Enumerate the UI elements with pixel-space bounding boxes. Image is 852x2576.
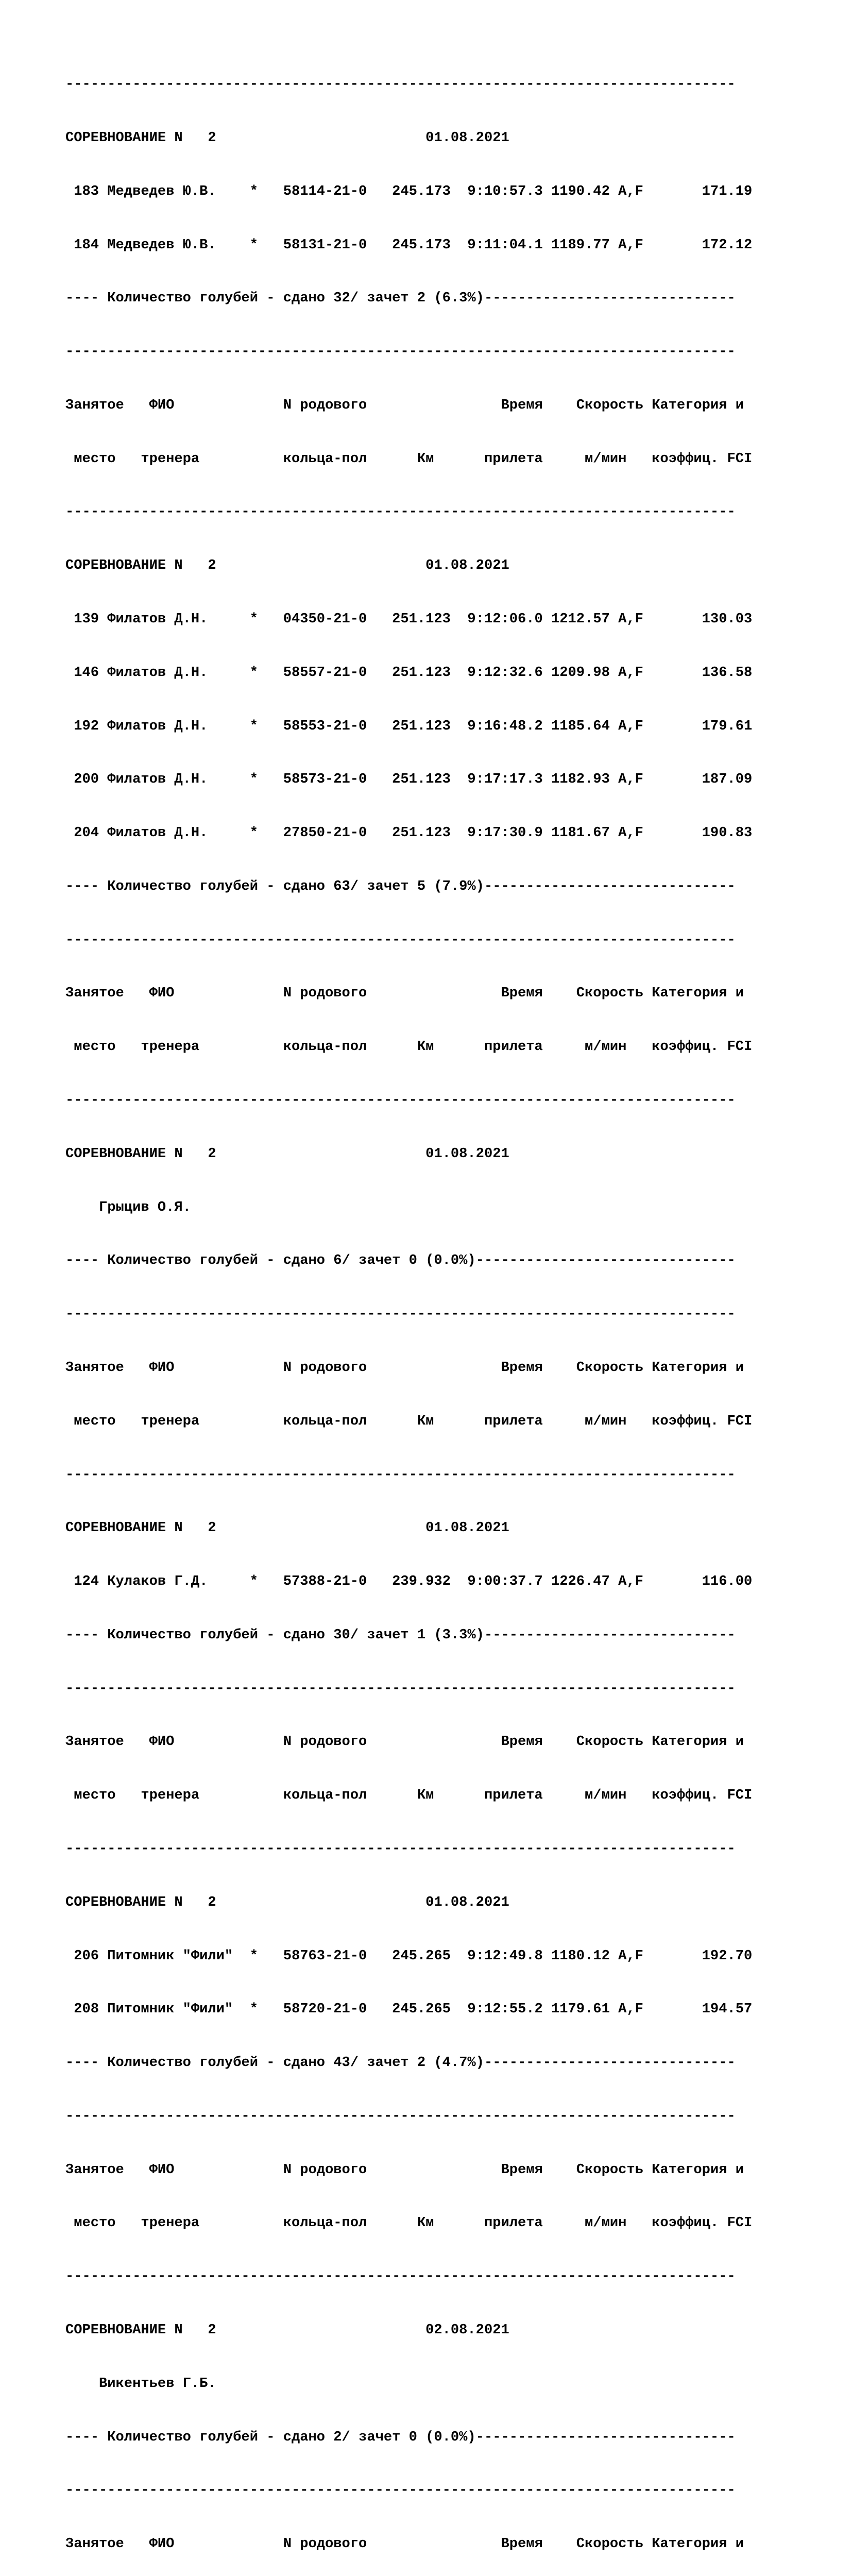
report-line-18: Занятое ФИО N родового Время Скорость Категория и: [65, 985, 744, 1002]
report-line-34: --------------------------------------------------------------------------------: [65, 1840, 736, 1857]
report-line-26: место тренера кольца-пол Км прилета м/мин коэффиц. FCI: [65, 1413, 753, 1429]
report-line-41: место тренера кольца-пол Км прилета м/мин коэффиц. FCI: [65, 2215, 753, 2231]
report-line-17: --------------------------------------------------------------------------------: [65, 931, 736, 948]
report-line-20: --------------------------------------------------------------------------------: [65, 1092, 736, 1109]
report-line-9: --------------------------------------------------------------------------------: [65, 504, 736, 520]
report-line-4: 184 Медведев Ю.В. * 58131-21-0 245.173 9:11:04.1 1189.77 A,F 172.12: [65, 236, 753, 253]
report-line-28: СОРЕВНОВАНИЕ N 2 01.08.2021: [65, 1520, 509, 1536]
report-line-42: --------------------------------------------------------------------------------: [65, 2268, 736, 2285]
report-line-33: место тренера кольца-пол Км прилета м/мин коэффиц. FCI: [65, 1787, 753, 1804]
report-line-8: место тренера кольца-пол Км прилета м/мин коэффиц. FCI: [65, 450, 753, 467]
race-results-report: [65, 40, 838, 2576]
report-line-1: --------------------------------------------------------------------------------: [65, 76, 736, 93]
report-line-46: --------------------------------------------------------------------------------: [65, 2482, 736, 2499]
report-line-16: ---- Количество голубей - сдано 63/ зачет 5 (7.9%)------------------------------: [65, 878, 736, 894]
report-line-7: Занятое ФИО N родового Время Скорость Категория и: [65, 397, 744, 413]
report-line-36: 206 Питомник "Фили" * 58763-21-0 245.265 9:12:49.8 1180.12 A,F 192.70: [65, 1947, 753, 1964]
report-line-32: Занятое ФИО N родового Время Скорость Категория и: [65, 1734, 744, 1750]
report-line-5: ---- Количество голубей - сдано 32/ зачет 2 (6.3%)------------------------------: [65, 290, 736, 307]
report-line-45: ---- Количество голубей - сдано 2/ зачет 0 (0.0%)-------------------------------: [65, 2429, 736, 2445]
report-line-14: 200 Филатов Д.Н. * 58573-21-0 251.123 9:17:17.3 1182.93 A,F 187.09: [65, 771, 753, 788]
report-line-22: Грыцив О.Я.: [65, 1199, 191, 1215]
report-line-29: 124 Кулаков Г.Д. * 57388-21-0 239.932 9:00:37.7 1226.47 A,F 116.00: [65, 1573, 753, 1590]
report-line-2: СОРЕВНОВАНИЕ N 2 01.08.2021: [65, 129, 509, 146]
report-line-10: СОРЕВНОВАНИЕ N 2 01.08.2021: [65, 557, 509, 574]
report-line-13: 192 Филатов Д.Н. * 58553-21-0 251.123 9:16:48.2 1185.64 A,F 179.61: [65, 718, 753, 734]
report-line-21: СОРЕВНОВАНИЕ N 2 01.08.2021: [65, 1145, 509, 1162]
report-line-31: --------------------------------------------------------------------------------: [65, 1680, 736, 1697]
report-line-11: 139 Филатов Д.Н. * 04350-21-0 251.123 9:12:06.0 1212.57 A,F 130.03: [65, 611, 753, 627]
report-line-38: ---- Количество голубей - сдано 43/ зачет 2 (4.7%)------------------------------: [65, 2055, 736, 2071]
report-line-37: 208 Питомник "Фили" * 58720-21-0 245.265 9:12:55.2 1179.61 A,F 194.57: [65, 2001, 753, 2018]
report-line-39: --------------------------------------------------------------------------------: [65, 2108, 736, 2124]
report-line-44: Викентьев Г.Б.: [65, 2375, 216, 2392]
report-line-47: Занятое ФИО N родового Время Скорость Категория и: [65, 2536, 744, 2552]
report-line-24: --------------------------------------------------------------------------------: [65, 1306, 736, 1323]
report-line-25: Занятое ФИО N родового Время Скорость Категория и: [65, 1359, 744, 1376]
report-line-6: --------------------------------------------------------------------------------: [65, 344, 736, 360]
report-line-43: СОРЕВНОВАНИЕ N 2 02.08.2021: [65, 2322, 509, 2338]
report-line-12: 146 Филатов Д.Н. * 58557-21-0 251.123 9:12:32.6 1209.98 A,F 136.58: [65, 664, 753, 681]
report-line-35: СОРЕВНОВАНИЕ N 2 01.08.2021: [65, 1894, 509, 1910]
report-line-23: ---- Количество голубей - сдано 6/ зачет 0 (0.0%)-------------------------------: [65, 1252, 736, 1269]
report-line-3: 183 Медведев Ю.В. * 58114-21-0 245.173 9:10:57.3 1190.42 A,F 171.19: [65, 183, 753, 199]
report-line-30: ---- Количество голубей - сдано 30/ зачет 1 (3.3%)------------------------------: [65, 1626, 736, 1643]
report-line-40: Занятое ФИО N родового Время Скорость Категория и: [65, 2161, 744, 2178]
report-line-27: --------------------------------------------------------------------------------: [65, 1466, 736, 1483]
report-line-15: 204 Филатов Д.Н. * 27850-21-0 251.123 9:17:30.9 1181.67 A,F 190.83: [65, 825, 753, 841]
report-line-19: место тренера кольца-пол Км прилета м/мин коэффиц. FCI: [65, 1039, 753, 1055]
